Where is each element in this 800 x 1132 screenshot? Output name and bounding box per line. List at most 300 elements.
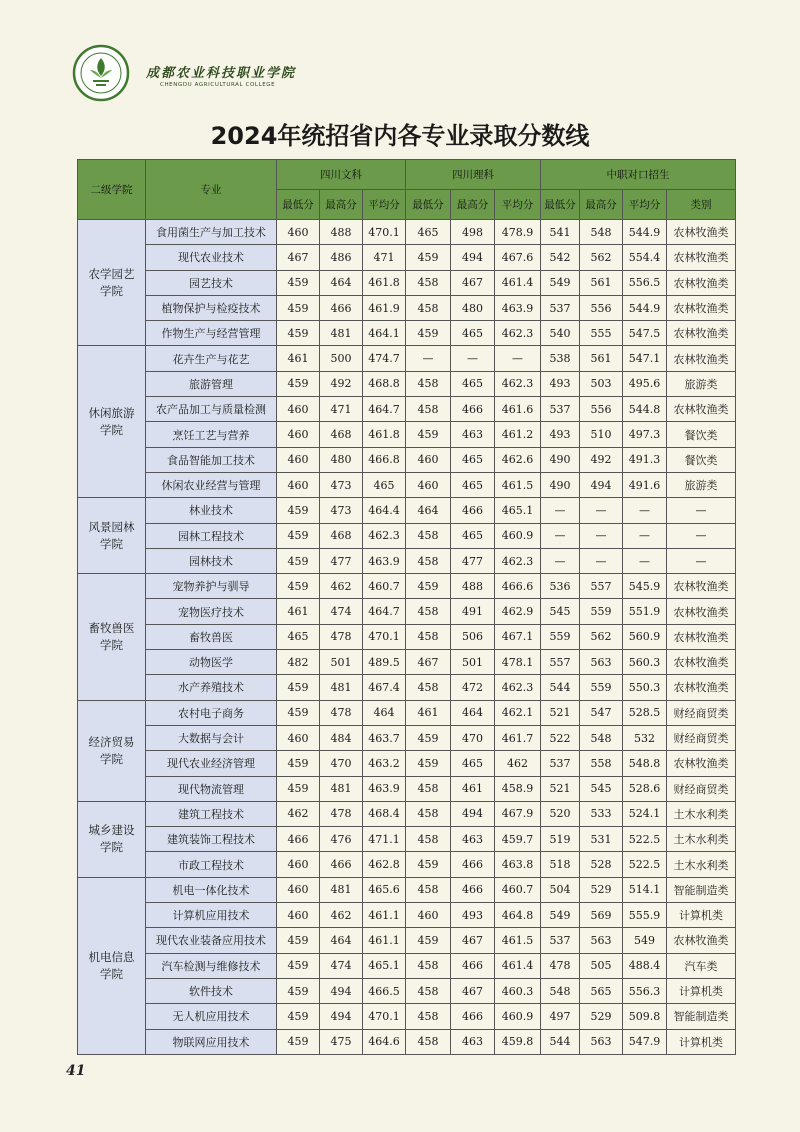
score-cell: —: [667, 498, 736, 523]
score-cell: 462: [320, 574, 363, 599]
score-cell: 智能制造类: [667, 1004, 736, 1029]
score-cell: 528: [580, 852, 623, 877]
table-row: [78, 422, 736, 447]
score-cell: 464.8: [495, 903, 541, 928]
table-row: [78, 776, 736, 801]
score-cell: 459: [406, 751, 451, 776]
subheader-cell: 平均分: [363, 190, 406, 220]
score-cell: 562: [580, 245, 623, 270]
score-cell: 503: [580, 371, 623, 396]
table-row: [78, 220, 736, 245]
score-cell: 458: [406, 624, 451, 649]
score-cell: 494: [451, 245, 495, 270]
score-cell: 467.6: [495, 245, 541, 270]
score-cell: 475: [320, 1029, 363, 1054]
major-cell: 机电一体化技术: [146, 877, 277, 902]
major-cell: 大数据与会计: [146, 725, 277, 750]
score-cell: 493: [451, 903, 495, 928]
score-cell: 464.1: [363, 321, 406, 346]
header-college: 二级学院: [78, 160, 146, 220]
score-cell: 463.2: [363, 751, 406, 776]
score-cell: 458: [406, 801, 451, 826]
score-cell: 537: [541, 928, 580, 953]
score-cell: 462.3: [363, 523, 406, 548]
score-cell: 489.5: [363, 650, 406, 675]
score-cell: 474.7: [363, 346, 406, 371]
score-cell: 旅游类: [667, 371, 736, 396]
score-cell: 466: [320, 295, 363, 320]
score-cell: 522.5: [623, 827, 667, 852]
table-body: [78, 220, 736, 1055]
score-cell: —: [623, 498, 667, 523]
score-cell: 458: [406, 548, 451, 573]
table-row: [78, 801, 736, 826]
score-cell: 474: [320, 599, 363, 624]
header-major: 专业: [146, 160, 277, 220]
score-cell: 459: [277, 953, 320, 978]
score-cell: 490: [541, 447, 580, 472]
score-cell: 459: [406, 321, 451, 346]
score-cell: 473: [320, 498, 363, 523]
score-cell: 464: [406, 498, 451, 523]
score-cell: 560.9: [623, 624, 667, 649]
score-cell: 458: [406, 877, 451, 902]
score-cell: 财经商贸类: [667, 725, 736, 750]
subheader-cell: 最高分: [451, 190, 495, 220]
score-cell: 481: [320, 321, 363, 346]
score-cell: 465: [277, 624, 320, 649]
score-cell: 480: [451, 295, 495, 320]
score-cell: 460: [277, 725, 320, 750]
score-cell: 465: [363, 472, 406, 497]
score-cell: 465: [451, 321, 495, 346]
score-cell: 467.1: [495, 624, 541, 649]
table-row: [78, 321, 736, 346]
score-cell: 农林牧渔类: [667, 928, 736, 953]
score-cell: 509.8: [623, 1004, 667, 1029]
table-row: [78, 903, 736, 928]
table-row: [78, 624, 736, 649]
score-cell: 旅游类: [667, 472, 736, 497]
score-cell: —: [623, 523, 667, 548]
table-header: [78, 160, 736, 220]
score-cell: 555: [580, 321, 623, 346]
score-cell: 460: [277, 877, 320, 902]
score-cell: 537: [541, 397, 580, 422]
score-cell: 462.1: [495, 700, 541, 725]
score-cell: 544: [541, 675, 580, 700]
score-cell: 农林牧渔类: [667, 624, 736, 649]
score-cell: 522: [541, 725, 580, 750]
score-cell: 471: [320, 397, 363, 422]
score-cell: 459: [277, 270, 320, 295]
score-cell: 528.5: [623, 700, 667, 725]
score-cell: 459: [406, 928, 451, 953]
table-row: [78, 270, 736, 295]
score-cell: 461: [277, 346, 320, 371]
table-row: [78, 1029, 736, 1054]
score-cell: 471: [363, 245, 406, 270]
major-cell: 汽车检测与维修技术: [146, 953, 277, 978]
score-cell: 481: [320, 675, 363, 700]
score-cell: 智能制造类: [667, 877, 736, 902]
score-cell: 504: [541, 877, 580, 902]
score-cell: 476: [320, 827, 363, 852]
score-cell: 522.5: [623, 852, 667, 877]
table-row: [78, 523, 736, 548]
score-cell: 478.1: [495, 650, 541, 675]
major-cell: 休闲农业经营与管理: [146, 472, 277, 497]
score-cell: 餐饮类: [667, 447, 736, 472]
score-cell: 464.6: [363, 1029, 406, 1054]
score-cell: 464: [320, 270, 363, 295]
score-cell: 556: [580, 295, 623, 320]
score-cell: 559: [580, 675, 623, 700]
score-cell: 459: [277, 371, 320, 396]
score-cell: 459: [277, 523, 320, 548]
table-row: [78, 650, 736, 675]
score-cell: 农林牧渔类: [667, 574, 736, 599]
major-cell: 旅游管理: [146, 371, 277, 396]
score-table: [77, 159, 736, 1055]
table-row: [78, 599, 736, 624]
major-cell: 计算机应用技术: [146, 903, 277, 928]
score-cell: 459: [277, 295, 320, 320]
score-cell: 463: [451, 827, 495, 852]
score-cell: 529: [580, 877, 623, 902]
score-cell: 458: [406, 953, 451, 978]
score-cell: 478: [320, 801, 363, 826]
score-cell: 458: [406, 371, 451, 396]
page-number: 41: [66, 1063, 86, 1079]
score-cell: 461.7: [495, 725, 541, 750]
score-cell: 461.4: [495, 953, 541, 978]
table-row: [78, 371, 736, 396]
header-group-wenke: 四川文科: [277, 160, 406, 190]
score-cell: 466.5: [363, 978, 406, 1003]
score-cell: 460: [277, 903, 320, 928]
score-cell: 563: [580, 650, 623, 675]
school-name-en: CHENGDU AGRICULTURAL COLLEGE: [160, 82, 276, 88]
score-cell: —: [580, 548, 623, 573]
score-cell: 537: [541, 295, 580, 320]
major-cell: 物联网应用技术: [146, 1029, 277, 1054]
score-cell: —: [451, 346, 495, 371]
score-cell: 465: [451, 472, 495, 497]
table-row: [78, 953, 736, 978]
score-cell: 468.4: [363, 801, 406, 826]
score-cell: 462: [277, 801, 320, 826]
score-cell: 544: [541, 1029, 580, 1054]
score-cell: 460.9: [495, 523, 541, 548]
score-cell: 计算机类: [667, 1029, 736, 1054]
score-cell: 488: [451, 574, 495, 599]
score-cell: 557: [541, 650, 580, 675]
score-cell: 461.2: [495, 422, 541, 447]
score-cell: 462.8: [363, 852, 406, 877]
score-cell: 459: [277, 776, 320, 801]
score-cell: 463.8: [495, 852, 541, 877]
score-cell: 561: [580, 270, 623, 295]
score-cell: 459: [406, 422, 451, 447]
score-cell: 493: [541, 371, 580, 396]
major-cell: 园艺技术: [146, 270, 277, 295]
score-cell: 460: [406, 447, 451, 472]
score-cell: 549: [541, 270, 580, 295]
score-cell: 466: [451, 953, 495, 978]
score-cell: 460: [277, 422, 320, 447]
score-cell: 459.8: [495, 1029, 541, 1054]
table-row: [78, 852, 736, 877]
score-cell: 农林牧渔类: [667, 270, 736, 295]
score-cell: 土木水利类: [667, 852, 736, 877]
major-cell: 建筑工程技术: [146, 801, 277, 826]
major-cell: 林业技术: [146, 498, 277, 523]
table-row: [78, 397, 736, 422]
score-cell: 农林牧渔类: [667, 650, 736, 675]
score-cell: 470: [451, 725, 495, 750]
score-cell: 488.4: [623, 953, 667, 978]
score-cell: 470.1: [363, 220, 406, 245]
score-cell: 461.6: [495, 397, 541, 422]
table-row: [78, 472, 736, 497]
score-cell: 468: [320, 523, 363, 548]
score-cell: 462.3: [495, 321, 541, 346]
score-cell: 464.7: [363, 397, 406, 422]
score-cell: 491.6: [623, 472, 667, 497]
score-cell: —: [541, 548, 580, 573]
score-cell: 467: [406, 650, 451, 675]
score-cell: 467: [277, 245, 320, 270]
score-cell: 559: [580, 599, 623, 624]
score-cell: 482: [277, 650, 320, 675]
subheader-cell: 最低分: [541, 190, 580, 220]
score-cell: 462.6: [495, 447, 541, 472]
score-cell: 458: [406, 523, 451, 548]
score-cell: 459: [277, 675, 320, 700]
score-cell: 506: [451, 624, 495, 649]
score-cell: 495.6: [623, 371, 667, 396]
score-cell: 569: [580, 903, 623, 928]
subheader-cell: 最低分: [277, 190, 320, 220]
major-cell: 软件技术: [146, 978, 277, 1003]
score-cell: 459: [277, 700, 320, 725]
score-cell: 518: [541, 852, 580, 877]
score-cell: 农林牧渔类: [667, 220, 736, 245]
score-cell: 544.8: [623, 397, 667, 422]
score-cell: 460: [277, 397, 320, 422]
score-cell: 460.7: [495, 877, 541, 902]
college-cell: 风景园林学院: [78, 498, 146, 574]
score-cell: 470.1: [363, 624, 406, 649]
score-cell: 462.3: [495, 371, 541, 396]
table-row: [78, 295, 736, 320]
score-cell: 547.5: [623, 321, 667, 346]
score-cell: 460: [406, 903, 451, 928]
score-cell: 460.3: [495, 978, 541, 1003]
college-cell: 农学园艺学院: [78, 220, 146, 346]
score-cell: 521: [541, 700, 580, 725]
score-cell: 544.9: [623, 295, 667, 320]
major-cell: 现代农业装备应用技术: [146, 928, 277, 953]
score-cell: 470: [320, 751, 363, 776]
score-cell: 555.9: [623, 903, 667, 928]
score-cell: 497: [541, 1004, 580, 1029]
score-cell: 466: [451, 498, 495, 523]
score-cell: 497.3: [623, 422, 667, 447]
school-logo: [72, 44, 312, 104]
score-cell: 465: [451, 447, 495, 472]
score-cell: 494: [320, 1004, 363, 1029]
major-cell: 现代物流管理: [146, 776, 277, 801]
score-cell: 财经商贸类: [667, 776, 736, 801]
score-cell: 461.8: [363, 270, 406, 295]
table-row: [78, 447, 736, 472]
major-cell: 作物生产与经营管理: [146, 321, 277, 346]
major-cell: 水产养殖技术: [146, 675, 277, 700]
score-cell: 545.9: [623, 574, 667, 599]
table-row: [78, 574, 736, 599]
score-cell: 462.3: [495, 675, 541, 700]
major-cell: 现代农业经济管理: [146, 751, 277, 776]
score-cell: 533: [580, 801, 623, 826]
score-cell: 458: [406, 827, 451, 852]
score-cell: 459: [277, 1004, 320, 1029]
score-cell: 458: [406, 599, 451, 624]
score-cell: 461.1: [363, 903, 406, 928]
score-cell: 458: [406, 1004, 451, 1029]
score-cell: 460: [277, 852, 320, 877]
score-cell: 544.9: [623, 220, 667, 245]
score-cell: 餐饮类: [667, 422, 736, 447]
subheader-cell: 类别: [667, 190, 736, 220]
score-cell: 463.9: [363, 548, 406, 573]
score-cell: 459: [277, 574, 320, 599]
score-cell: 461: [277, 599, 320, 624]
score-cell: 土木水利类: [667, 827, 736, 852]
score-cell: 537: [541, 751, 580, 776]
score-cell: 458: [406, 675, 451, 700]
table-row: [78, 675, 736, 700]
score-cell: 478: [320, 624, 363, 649]
score-cell: 556.5: [623, 270, 667, 295]
score-cell: 549: [541, 903, 580, 928]
score-cell: 521: [541, 776, 580, 801]
table-row: [78, 245, 736, 270]
college-cell: 休闲旅游学院: [78, 346, 146, 498]
score-cell: 501: [451, 650, 495, 675]
score-cell: 463: [451, 1029, 495, 1054]
major-cell: 烹饪工艺与营养: [146, 422, 277, 447]
score-cell: 466: [451, 1004, 495, 1029]
table-row: [78, 1004, 736, 1029]
table-row: [78, 978, 736, 1003]
score-cell: 465: [451, 371, 495, 396]
score-cell: 467.9: [495, 801, 541, 826]
score-cell: 459: [406, 245, 451, 270]
table-row: [78, 725, 736, 750]
score-cell: 500: [320, 346, 363, 371]
score-cell: 460: [277, 472, 320, 497]
score-cell: 538: [541, 346, 580, 371]
score-cell: —: [667, 523, 736, 548]
score-cell: 491: [451, 599, 495, 624]
table-row: [78, 498, 736, 523]
score-cell: 466.6: [495, 574, 541, 599]
score-cell: 458: [406, 295, 451, 320]
table-row: [78, 548, 736, 573]
major-cell: 宠物医疗技术: [146, 599, 277, 624]
score-cell: 563: [580, 928, 623, 953]
score-cell: 542: [541, 245, 580, 270]
score-cell: 514.1: [623, 877, 667, 902]
score-cell: 494: [580, 472, 623, 497]
score-cell: 549: [623, 928, 667, 953]
score-cell: —: [623, 548, 667, 573]
score-cell: 459: [277, 928, 320, 953]
score-cell: 528.6: [623, 776, 667, 801]
score-cell: 554.4: [623, 245, 667, 270]
score-cell: 493: [541, 422, 580, 447]
score-cell: 478: [541, 953, 580, 978]
subheader-cell: 最高分: [580, 190, 623, 220]
score-cell: 471.1: [363, 827, 406, 852]
subheader-cell: 最高分: [320, 190, 363, 220]
score-cell: 农林牧渔类: [667, 295, 736, 320]
score-cell: 466: [451, 397, 495, 422]
score-cell: 460.7: [363, 574, 406, 599]
score-cell: 461.9: [363, 295, 406, 320]
score-cell: 466: [451, 852, 495, 877]
score-cell: 467: [451, 978, 495, 1003]
score-cell: 农林牧渔类: [667, 321, 736, 346]
score-cell: 460.9: [495, 1004, 541, 1029]
score-cell: 464.7: [363, 599, 406, 624]
major-cell: 植物保护与检疫技术: [146, 295, 277, 320]
header-group-zhongzhi: 中职对口招生: [541, 160, 736, 190]
score-cell: 540: [541, 321, 580, 346]
subheader-cell: 平均分: [495, 190, 541, 220]
score-cell: 547.1: [623, 346, 667, 371]
score-cell: 465.6: [363, 877, 406, 902]
score-cell: 529: [580, 1004, 623, 1029]
score-cell: 547.9: [623, 1029, 667, 1054]
header-group-like: 四川理科: [406, 160, 541, 190]
score-cell: 461.4: [495, 270, 541, 295]
score-cell: 481: [320, 776, 363, 801]
score-cell: 461.1: [363, 928, 406, 953]
subheader-cell: 平均分: [623, 190, 667, 220]
score-cell: 536: [541, 574, 580, 599]
score-cell: 464: [320, 928, 363, 953]
major-cell: 食品智能加工技术: [146, 447, 277, 472]
score-cell: 466: [320, 852, 363, 877]
score-cell: 491.3: [623, 447, 667, 472]
score-cell: —: [580, 498, 623, 523]
major-cell: 建筑装饰工程技术: [146, 827, 277, 852]
table-row: [78, 751, 736, 776]
score-cell: 565: [580, 978, 623, 1003]
score-cell: 548: [541, 978, 580, 1003]
score-cell: 土木水利类: [667, 801, 736, 826]
score-cell: 466.8: [363, 447, 406, 472]
score-cell: —: [580, 523, 623, 548]
score-cell: 498: [451, 220, 495, 245]
score-cell: 492: [320, 371, 363, 396]
score-cell: 463: [451, 422, 495, 447]
score-cell: 486: [320, 245, 363, 270]
major-cell: 宠物养护与驯导: [146, 574, 277, 599]
